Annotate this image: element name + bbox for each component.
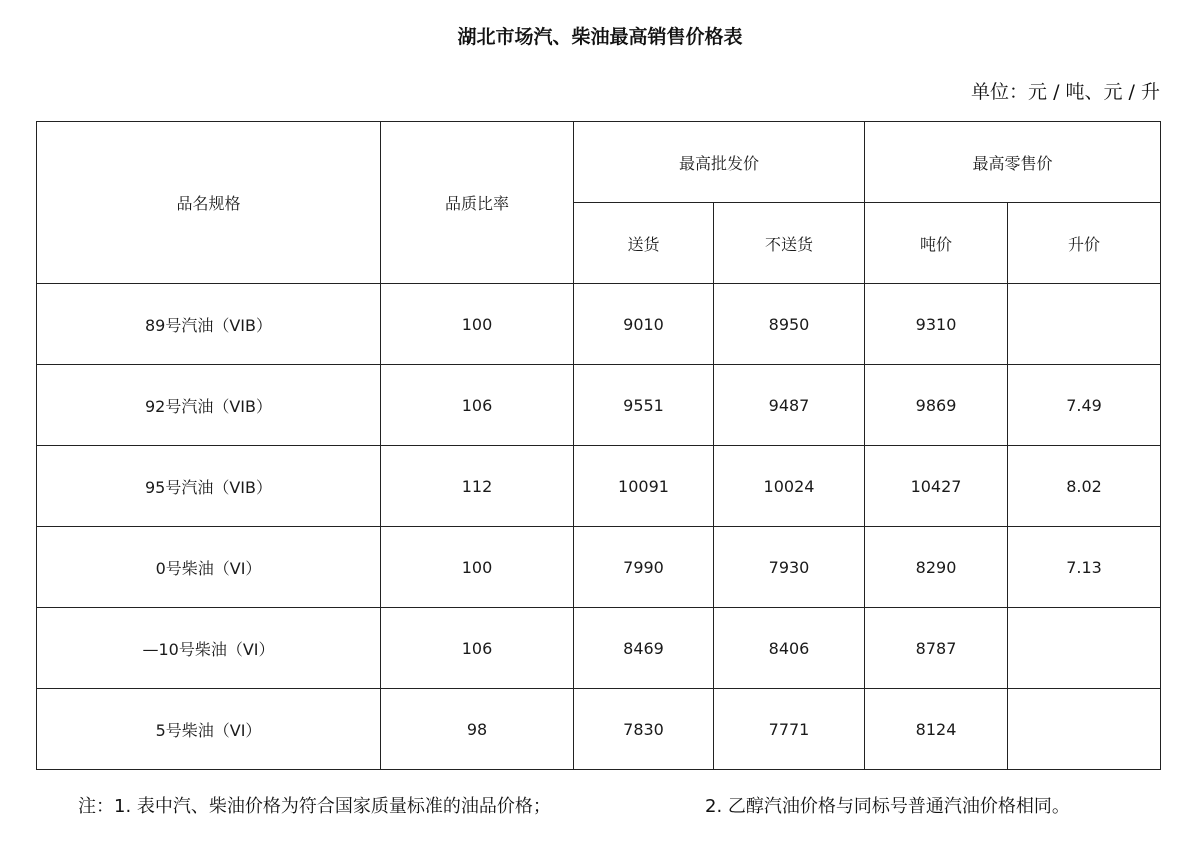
cell-deliver: 7990 bbox=[574, 527, 714, 608]
cell-no-deliver: 7930 bbox=[714, 527, 865, 608]
header-name: 品名规格 bbox=[37, 122, 381, 284]
table-row bbox=[37, 446, 1161, 527]
cell-name: 89号汽油（VIB） bbox=[37, 284, 381, 365]
cell-no-deliver: 10024 bbox=[714, 446, 865, 527]
table-row bbox=[37, 527, 1161, 608]
footnote-2: 2. 乙醇汽油价格与同标号普通汽油价格相同。 bbox=[705, 796, 1070, 817]
header-wholesale: 最高批发价 bbox=[574, 122, 865, 203]
header-liter-price: 升价 bbox=[1008, 203, 1161, 284]
cell-ratio: 100 bbox=[381, 284, 574, 365]
cell-liter-price bbox=[1008, 284, 1161, 365]
cell-deliver: 10091 bbox=[574, 446, 714, 527]
cell-no-deliver: 8406 bbox=[714, 608, 865, 689]
cell-ton-price: 9869 bbox=[865, 365, 1008, 446]
cell-liter-price: 7.13 bbox=[1008, 527, 1161, 608]
page-title: 湖北市场汽、柴油最高销售价格表 bbox=[457, 26, 743, 48]
cell-liter-price: 8.02 bbox=[1008, 446, 1161, 527]
cell-liter-price: 7.49 bbox=[1008, 365, 1161, 446]
table-row bbox=[37, 365, 1161, 446]
header-no-deliver: 不送货 bbox=[714, 203, 865, 284]
cell-deliver: 7830 bbox=[574, 689, 714, 770]
footnote-1: 注：1. 表中汽、柴油价格为符合国家质量标准的油品价格； bbox=[78, 796, 551, 817]
cell-ratio: 106 bbox=[381, 608, 574, 689]
header-ton-price: 吨价 bbox=[865, 203, 1008, 284]
cell-liter-price bbox=[1008, 689, 1161, 770]
cell-deliver: 8469 bbox=[574, 608, 714, 689]
cell-ratio: 100 bbox=[381, 527, 574, 608]
cell-ratio: 98 bbox=[381, 689, 574, 770]
cell-deliver: 9010 bbox=[574, 284, 714, 365]
table-row bbox=[37, 284, 1161, 365]
cell-name: 95号汽油（VIB） bbox=[37, 446, 381, 527]
cell-name: —10号柴油（VI） bbox=[37, 608, 381, 689]
cell-ton-price: 8124 bbox=[865, 689, 1008, 770]
price-table bbox=[36, 121, 1161, 770]
cell-ratio: 106 bbox=[381, 365, 574, 446]
cell-liter-price bbox=[1008, 608, 1161, 689]
cell-deliver: 9551 bbox=[574, 365, 714, 446]
cell-ton-price: 10427 bbox=[865, 446, 1008, 527]
cell-ton-price: 8787 bbox=[865, 608, 1008, 689]
cell-name: 5号柴油（VI） bbox=[37, 689, 381, 770]
cell-ton-price: 8290 bbox=[865, 527, 1008, 608]
cell-no-deliver: 7771 bbox=[714, 689, 865, 770]
unit-label: 单位：元 / 吨、元 / 升 bbox=[971, 81, 1160, 103]
header-row-top bbox=[37, 122, 1161, 203]
cell-no-deliver: 8950 bbox=[714, 284, 865, 365]
cell-ton-price: 9310 bbox=[865, 284, 1008, 365]
table-row bbox=[37, 608, 1161, 689]
header-retail: 最高零售价 bbox=[865, 122, 1161, 203]
cell-name: 92号汽油（VIB） bbox=[37, 365, 381, 446]
cell-ratio: 112 bbox=[381, 446, 574, 527]
cell-name: 0号柴油（VI） bbox=[37, 527, 381, 608]
header-deliver: 送货 bbox=[574, 203, 714, 284]
cell-no-deliver: 9487 bbox=[714, 365, 865, 446]
header-ratio: 品质比率 bbox=[381, 122, 574, 284]
table-row bbox=[37, 689, 1161, 770]
